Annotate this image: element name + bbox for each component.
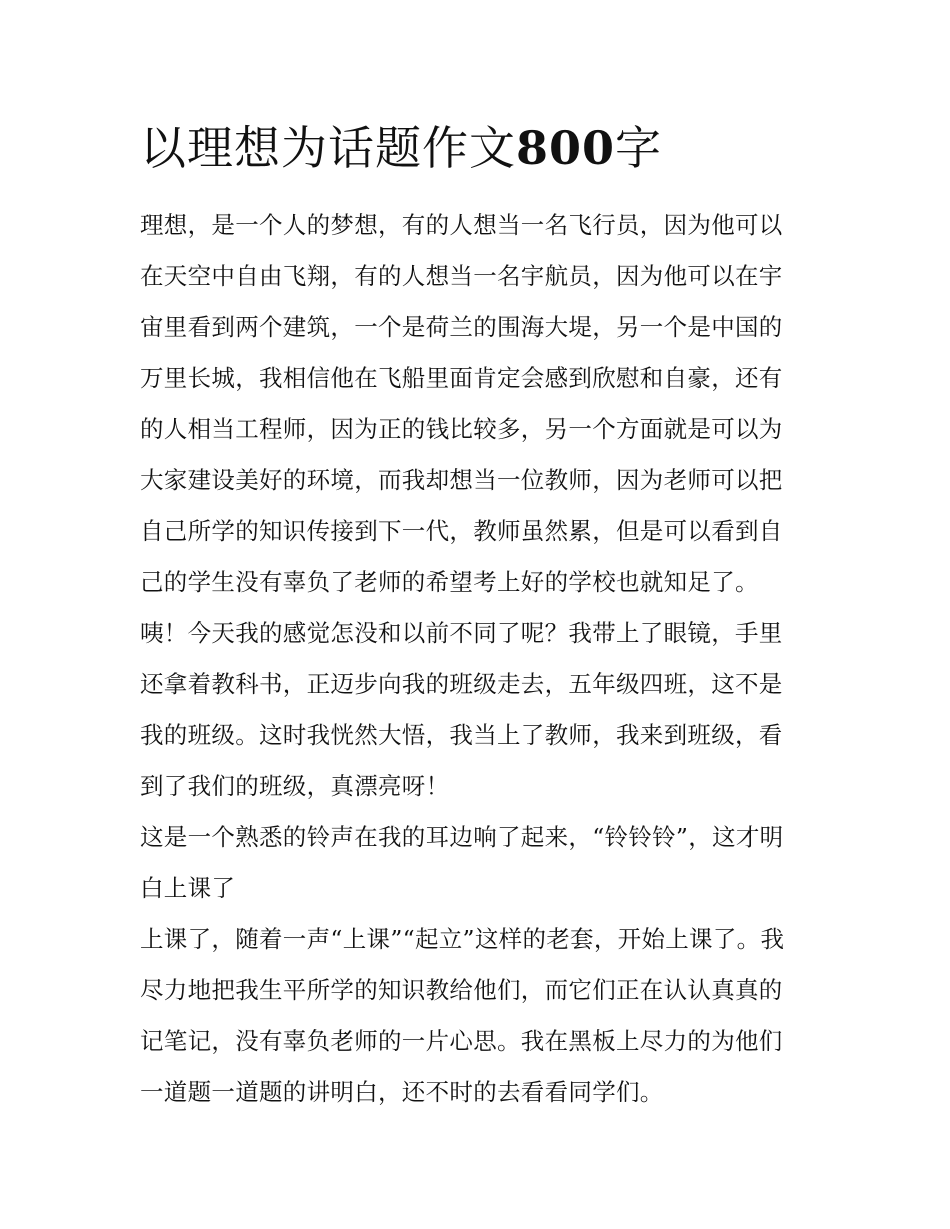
text-line: 咦！今天我的感觉怎没和以前不同了呢？我带上了眼镜，手里 — [140, 619, 783, 647]
title-main: 以理想为话题作文 — [140, 121, 516, 175]
essay-body — [140, 200, 820, 1118]
text-line: 我的班级。这时我恍然大悟，我当上了教师，我来到班级，看 — [140, 721, 783, 749]
text-line: 尽力地把我生平所学的知识教给他们，而它们正在认认真真的 — [140, 976, 783, 1004]
title-number: 800 — [516, 121, 616, 175]
text-line: 己的学生没有辜负了老师的希望考上好的学校也就知足了。 — [140, 568, 759, 596]
text-line: 还拿着教科书，正迈步向我的班级走去，五年级四班，这不是 — [140, 670, 783, 698]
title-suffix: 字 — [615, 121, 663, 175]
page-title — [140, 118, 820, 178]
text-line: 记笔记，没有辜负老师的一片心思。我在黑板上尽力的为他们 — [140, 1027, 783, 1055]
text-line: 宙里看到两个建筑，一个是荷兰的围海大堤，另一个是中国的 — [140, 313, 783, 341]
text-line: 在天空中自由飞翔，有的人想当一名宇航员，因为他可以在宇 — [140, 262, 783, 290]
text-line: 大家建设美好的环境，而我却想当一位教师，因为老师可以把 — [140, 466, 783, 494]
text-line: 理想，是一个人的梦想，有的人想当一名飞行员，因为他可以 — [140, 211, 783, 239]
text-line: 白上课了 — [140, 874, 236, 902]
text-line: 这是一个熟悉的铃声在我的耳边响了起来，“铃铃铃”，这才明 — [140, 823, 784, 851]
text-line: 一道题一道题的讲明白，还不时的去看看同学们。 — [140, 1078, 664, 1106]
text-line: 万里长城，我相信他在飞船里面肯定会感到欣慰和自豪，还有 — [140, 364, 783, 392]
text-line: 的人相当工程师，因为正的钱比较多，另一个方面就是可以为 — [140, 415, 783, 443]
document-page — [140, 118, 820, 1118]
text-line: 上课了，随着一声“上课”“起立”这样的老套，开始上课了。我 — [140, 925, 785, 953]
text-line: 自己所学的知识传接到下一代，教师虽然累，但是可以看到自 — [140, 517, 783, 545]
text-line: 到了我们的班级，真漂亮呀！ — [140, 772, 450, 800]
